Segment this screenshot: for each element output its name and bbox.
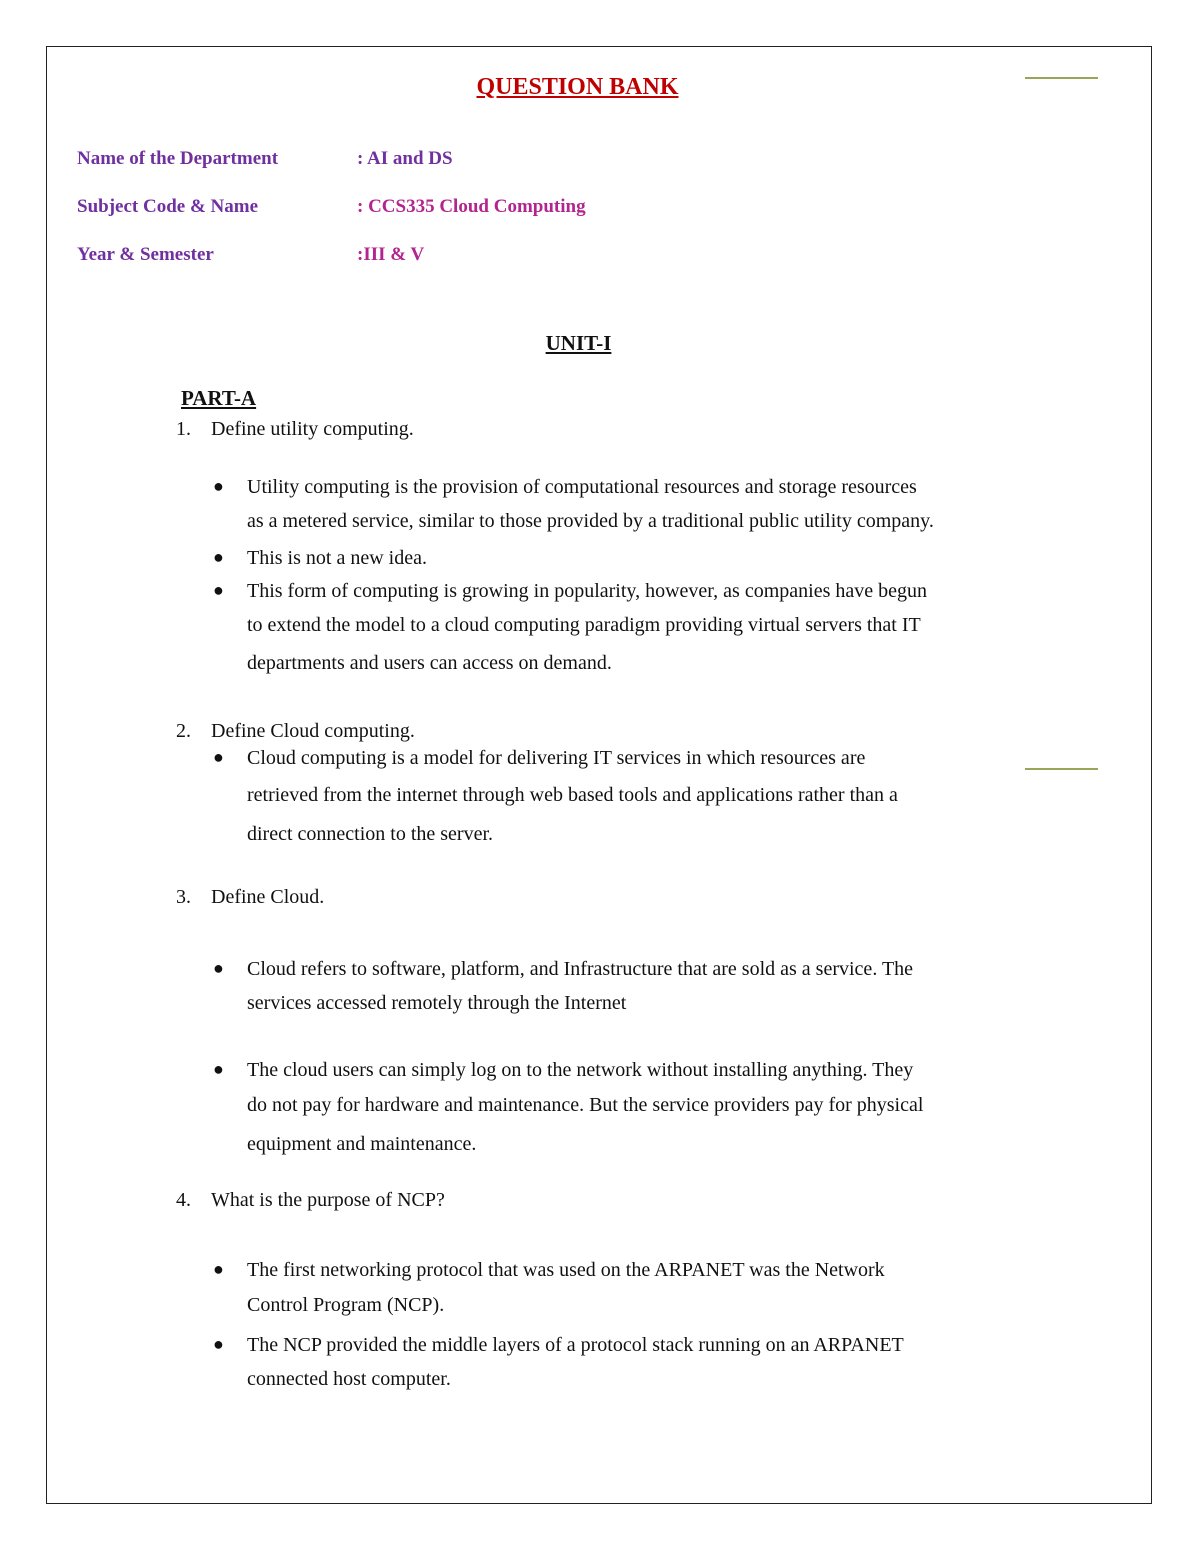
bullet-line: departments and users can access on demand.	[247, 652, 612, 674]
bullet-icon: ●	[213, 747, 224, 767]
question-4	[176, 1189, 445, 1212]
bullet-line: as a metered service, similar to those provided by a traditional public utility company.	[247, 510, 934, 532]
question-number: 3.	[176, 886, 191, 908]
bullet-line: to extend the model to a cloud computing paradigm providing virtual servers that IT	[247, 614, 921, 636]
question-3	[176, 886, 324, 909]
bullet-line: connected host computer.	[247, 1368, 451, 1390]
bullet-line: direct connection to the server.	[247, 823, 494, 845]
subject-label: Subject Code & Name	[77, 196, 259, 217]
bullet-line: This is not a new idea.	[247, 547, 427, 569]
bullet-icon: ●	[213, 1259, 224, 1279]
bullet-icon: ●	[213, 547, 224, 567]
question-number: 1.	[176, 418, 191, 440]
question-text: Define Cloud.	[211, 886, 325, 908]
bullet-line: Cloud refers to software, platform, and Infrastructure that are sold as a service. The	[247, 958, 914, 980]
bullet-line: The NCP provided the middle layers of a protocol stack running on an ARPANET	[247, 1334, 904, 1356]
bullet-line: equipment and maintenance.	[247, 1133, 477, 1155]
document-title: QUESTION BANK	[476, 74, 679, 100]
bullet-line: The cloud users can simply log on to the network without installing anything. They	[247, 1059, 914, 1081]
part-heading: PART-A	[181, 386, 257, 410]
question-number: 2.	[176, 720, 191, 742]
question-2	[176, 720, 415, 743]
department-label: Name of the Department	[77, 148, 279, 169]
subject-value: : CCS335 Cloud Computing	[357, 196, 586, 217]
question-1	[176, 418, 414, 441]
bullet-icon: ●	[213, 958, 224, 978]
unit-heading: UNIT-I	[545, 331, 612, 355]
bullet-line: Cloud computing is a model for delivering IT services in which resources are	[247, 747, 866, 769]
bullet-icon: ●	[213, 1334, 224, 1354]
question-number: 4.	[176, 1189, 191, 1211]
year-semester-value: :III & V	[357, 244, 425, 265]
bullet-line: retrieved from the internet through web based tools and applications rather than a	[247, 784, 898, 806]
question-text: What is the purpose of NCP?	[211, 1189, 445, 1211]
bullet-line: do not pay for hardware and maintenance. But the service providers pay for physical	[247, 1094, 924, 1116]
bullet-line: Control Program (NCP).	[247, 1294, 445, 1316]
bullet-icon: ●	[213, 580, 224, 600]
bullet-icon: ●	[213, 476, 224, 496]
question-text: Define utility computing.	[211, 418, 414, 440]
bullet-line: services accessed remotely through the Internet	[247, 992, 627, 1014]
decorative-rule	[1025, 768, 1098, 770]
bullet-line: The first networking protocol that was used on the ARPANET was the Network	[247, 1259, 885, 1281]
bullet-icon: ●	[213, 1059, 224, 1079]
bullet-line: Utility computing is the provision of computational resources and storage resources	[247, 476, 917, 498]
year-semester-label: Year & Semester	[77, 244, 214, 265]
bullet-line: This form of computing is growing in popularity, however, as companies have begun	[247, 580, 927, 602]
question-text: Define Cloud computing.	[211, 720, 415, 742]
department-value: : AI and DS	[357, 148, 453, 169]
